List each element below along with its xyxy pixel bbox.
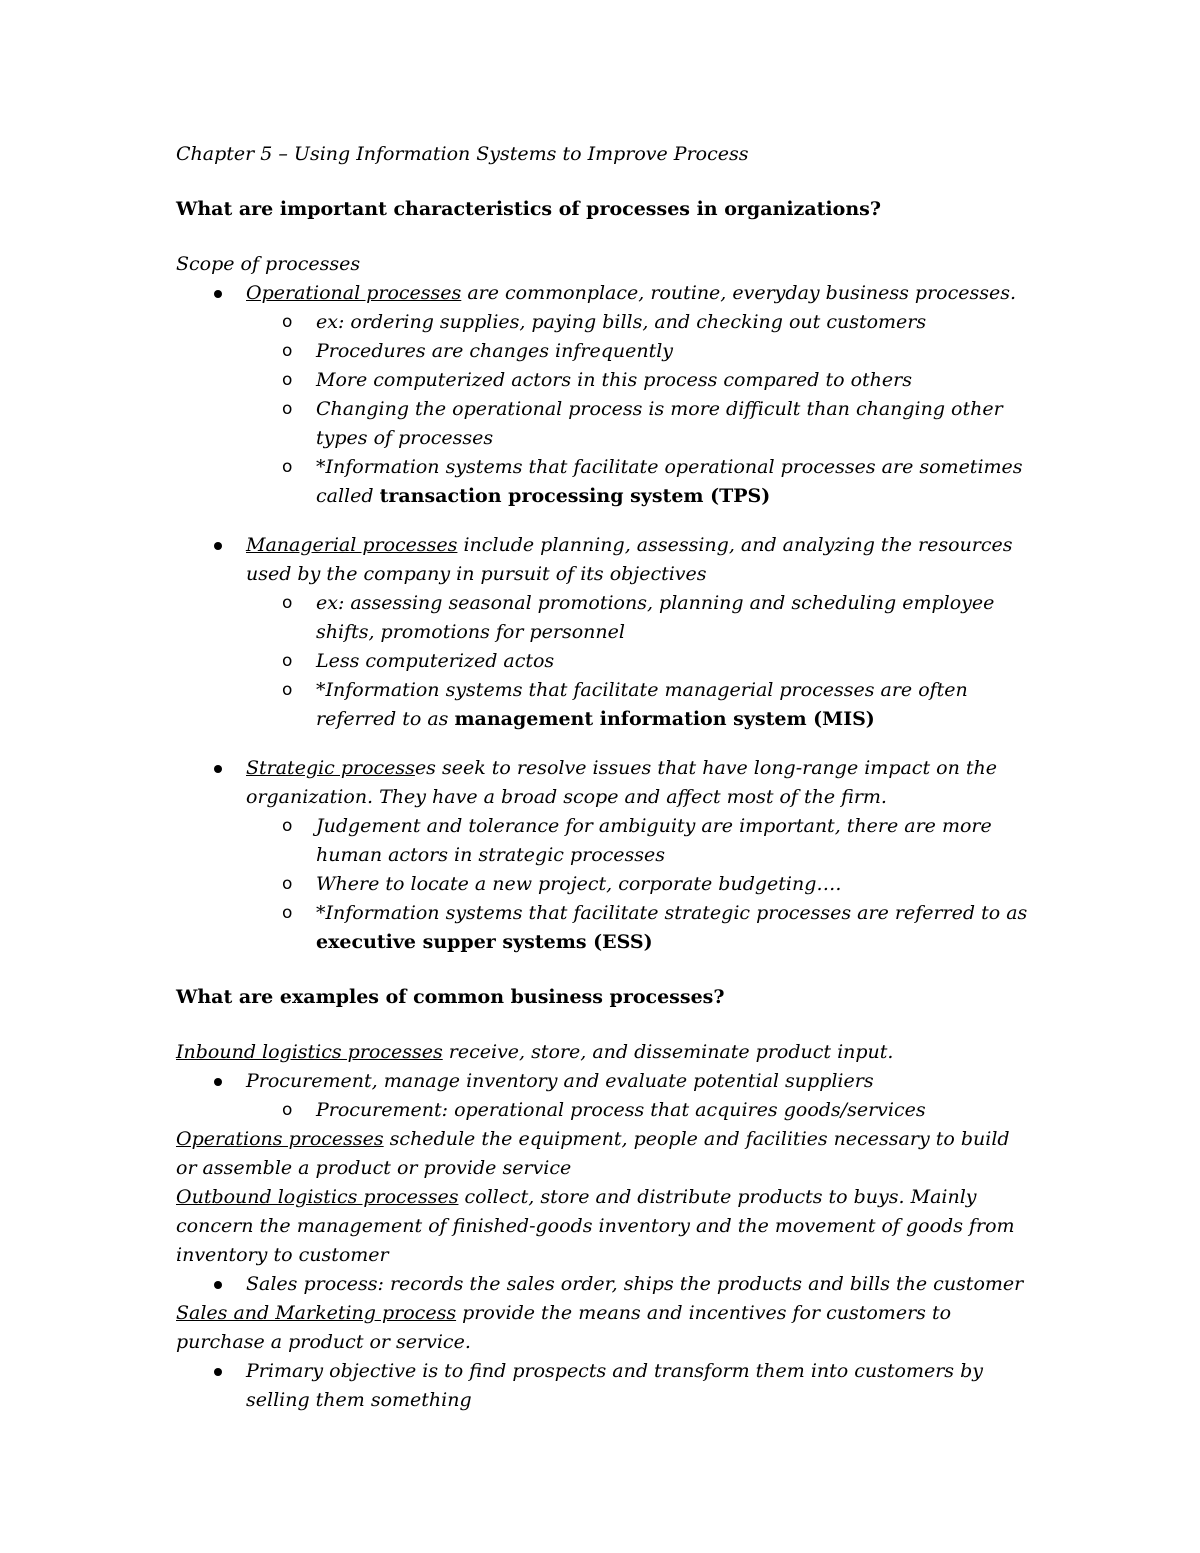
- inbound-bullet-text: Procurement, manage inventory and evaluate potential suppliers: [246, 1070, 874, 1092]
- sales-paragraph: [176, 1299, 1036, 1357]
- list-item: [282, 395, 1036, 453]
- list-item: [246, 1067, 1036, 1125]
- sub-item-text: Changing the operational process is more difficult than changing other types of processes: [316, 398, 1003, 449]
- term-operations: Operations processes: [176, 1128, 384, 1150]
- is-text: *Information systems that facilitate managerial processes are often referred to as: [316, 679, 968, 730]
- operations-paragraph: [176, 1125, 1036, 1183]
- circle-bullet-icon: o: [282, 370, 293, 390]
- circle-bullet-icon: o: [282, 816, 293, 836]
- bullet-icon: [214, 765, 222, 773]
- circle-bullet-icon: o: [282, 1100, 293, 1120]
- operations-desc: schedule the equipment, people and facilities necessary to build or assemble a product or provide service: [176, 1128, 1010, 1179]
- outbound-bullet-text: Sales process: records the sales order, ships the products and bills the customer: [246, 1273, 1024, 1295]
- managerial-desc: include planning, assessing, and analyzing the resources used by the company in pursuit of its objectives: [246, 534, 1013, 585]
- sub-item-text: More computerized actors in this process compared to others: [316, 369, 912, 391]
- managerial-sublist: [246, 589, 1036, 734]
- list-item: [282, 647, 1036, 676]
- question-heading-examples: What are examples of common business processes?: [176, 986, 725, 1008]
- sub-item-text: Procurement: operational process that acquires goods/services: [316, 1099, 926, 1121]
- outbound-paragraph: [176, 1183, 1036, 1270]
- circle-bullet-icon: o: [282, 874, 293, 894]
- sub-item-text: Less computerized actos: [316, 650, 555, 672]
- operational-sublist: [246, 308, 1036, 511]
- sales-bullet-text: Primary objective is to find prospects and transform them into customers by selling them something: [246, 1360, 983, 1411]
- list-item-operational: [246, 279, 1036, 511]
- list-item: [282, 1096, 1036, 1125]
- is-term-mis: management information system (MIS): [454, 708, 875, 730]
- bullet-icon: [214, 1078, 222, 1086]
- list-item: [246, 1270, 1036, 1299]
- inbound-list: [176, 1067, 1036, 1125]
- bullet-icon: [214, 290, 222, 298]
- list-item: [282, 589, 1036, 647]
- list-item: [246, 1357, 1036, 1415]
- list-item: [282, 453, 1036, 511]
- list-item: [282, 899, 1036, 957]
- sub-item-text: ex: ordering supplies, paying bills, and checking out customers: [316, 311, 927, 333]
- scope-list: [176, 279, 1036, 511]
- question-heading-characteristics: What are important characteristics of processes in organizations?: [176, 198, 881, 220]
- sub-item-text: Judgement and tolerance for ambiguity are important, there are more human actors in strategic processes: [316, 815, 992, 866]
- sub-item-text: Where to locate a new project, corporate budgeting….: [316, 873, 842, 895]
- list-item-managerial: [246, 531, 1036, 734]
- circle-bullet-icon: o: [282, 593, 293, 613]
- list-item: [282, 308, 1036, 337]
- term-outbound: Outbound logistics processes: [176, 1186, 459, 1208]
- document-page: [176, 140, 1036, 1415]
- circle-bullet-icon: o: [282, 903, 293, 923]
- is-text: *Information systems that facilitate operational processes are sometimes called: [316, 456, 1023, 507]
- list-item: [282, 870, 1036, 899]
- circle-bullet-icon: o: [282, 399, 293, 419]
- is-term-ess: executive supper systems (ESS): [316, 931, 653, 953]
- sales-desc: provide the means and incentives for customers to purchase a product or service.: [176, 1302, 952, 1353]
- chapter-title: Chapter 5 – Using Information Systems to Improve Process: [176, 143, 749, 165]
- circle-bullet-icon: o: [282, 312, 293, 332]
- term-managerial: Managerial processes: [246, 534, 458, 556]
- term-sales: Sales and Marketing process: [176, 1302, 457, 1324]
- circle-bullet-icon: o: [282, 457, 293, 477]
- strategic-term-tail: es: [414, 757, 436, 779]
- outbound-desc: collect, store and distribute products to buys. Mainly concern the management of finished-goods inventory and the movement of goods from inventory to customer: [176, 1186, 1015, 1266]
- managerial-list: [176, 531, 1036, 734]
- strategic-desc: seek to resolve issues that have long-range impact on the organization. They have a broad scope and affect most of the firm.: [246, 757, 997, 808]
- list-item-strategic: [246, 754, 1036, 957]
- inbound-desc: receive, store, and disseminate product input.: [442, 1041, 894, 1063]
- term-operational: Operational processes: [246, 282, 462, 304]
- is-text: *Information systems that facilitate strategic processes are referred to as: [316, 902, 1028, 924]
- circle-bullet-icon: o: [282, 341, 293, 361]
- circle-bullet-icon: o: [282, 680, 293, 700]
- list-item: [282, 676, 1036, 734]
- operational-desc: are commonplace, routine, everyday business processes.: [461, 282, 1017, 304]
- bullet-icon: [214, 1281, 222, 1289]
- inbound-paragraph: [176, 1038, 1036, 1067]
- bullet-icon: [214, 1368, 222, 1376]
- sub-item-text: ex: assessing seasonal promotions, planning and scheduling employee shifts, promotions for personnel: [316, 592, 995, 643]
- term-strategic: Strategic process: [246, 757, 415, 779]
- is-term-tps: transaction processing system (TPS): [379, 485, 771, 507]
- outbound-list: [176, 1270, 1036, 1299]
- sub-item-text: Procedures are changes infrequently: [316, 340, 674, 362]
- scope-heading: Scope of processes: [176, 253, 361, 275]
- strategic-sublist: [246, 812, 1036, 957]
- bullet-icon: [214, 542, 222, 550]
- inbound-sublist: [246, 1096, 1036, 1125]
- term-inbound: Inbound logistics processes: [176, 1041, 443, 1063]
- strategic-list: [176, 754, 1036, 957]
- circle-bullet-icon: o: [282, 651, 293, 671]
- sales-list: [176, 1357, 1036, 1415]
- list-item: [282, 366, 1036, 395]
- list-item: [282, 812, 1036, 870]
- list-item: [282, 337, 1036, 366]
